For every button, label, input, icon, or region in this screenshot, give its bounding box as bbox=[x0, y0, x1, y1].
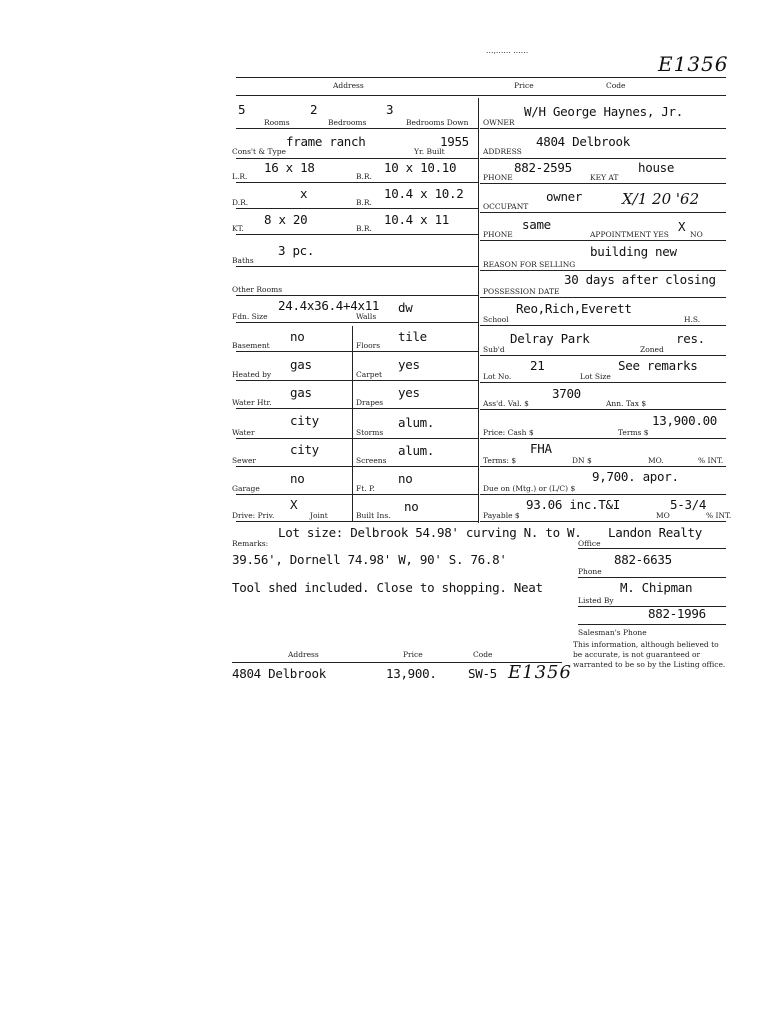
yr-built-value: 1955 bbox=[440, 134, 469, 149]
floors-value: tile bbox=[398, 329, 427, 344]
screens-value: alum. bbox=[398, 443, 435, 458]
fp-value: no bbox=[398, 471, 413, 486]
appointment-no: NO bbox=[690, 230, 703, 239]
phone-office-value: 882-6635 bbox=[614, 552, 672, 567]
basement-label: Basement bbox=[232, 341, 270, 350]
zoned-value: res. bbox=[676, 331, 705, 346]
address-label: ADDRESS bbox=[483, 147, 522, 156]
heated-value: gas bbox=[290, 357, 312, 372]
baths-label: Baths bbox=[232, 256, 254, 265]
drapes-label: Drapes bbox=[356, 398, 384, 407]
row-rule bbox=[480, 212, 726, 213]
row-rule bbox=[236, 494, 478, 495]
row-rule bbox=[236, 380, 478, 381]
school-value: Reo,Rich,Everett bbox=[516, 301, 632, 316]
address-value: 4804 Delbrook bbox=[536, 134, 630, 149]
dr-label: D.R. bbox=[232, 198, 249, 207]
payable-label: Payable $ bbox=[483, 511, 520, 520]
header-rule bbox=[236, 77, 726, 78]
row-rule bbox=[480, 128, 726, 129]
row-rule bbox=[236, 466, 478, 467]
zoned-label: Zoned bbox=[640, 345, 664, 354]
water-value: city bbox=[290, 413, 319, 428]
drive-label: Drive: Priv. bbox=[232, 511, 275, 520]
water-htr-value: gas bbox=[290, 385, 312, 400]
water-htr-label: Water Htr. bbox=[232, 398, 272, 407]
floors-label: Floors bbox=[356, 341, 381, 350]
row-rule bbox=[480, 183, 726, 184]
basement-value: no bbox=[290, 329, 305, 344]
row-rule bbox=[480, 521, 726, 522]
int-label: % INT. bbox=[698, 456, 724, 465]
row-rule bbox=[480, 494, 726, 495]
dr-value: x bbox=[300, 186, 308, 201]
br3-value: 10.4 x 11 bbox=[384, 212, 450, 227]
reason-value: building new bbox=[590, 244, 677, 259]
row-rule bbox=[480, 466, 726, 467]
fdn-label: Fdn. Size bbox=[232, 312, 268, 321]
hs-label: H.S. bbox=[684, 315, 701, 324]
subd-label: Sub'd bbox=[483, 345, 505, 354]
occupant-value: owner bbox=[546, 189, 583, 204]
terms-fha: FHA bbox=[530, 441, 552, 456]
phone-office-label: Phone bbox=[578, 567, 602, 576]
payable-rate: 5-3/4 bbox=[670, 497, 707, 512]
garage-label: Garage bbox=[232, 484, 260, 493]
payable-mo: MO bbox=[656, 511, 670, 520]
phone2-label: PHONE bbox=[483, 230, 513, 239]
row-rule bbox=[236, 266, 478, 267]
owner-value: W/H George Haynes, Jr. bbox=[524, 104, 683, 119]
appointment-label: APPOINTMENT YES bbox=[590, 230, 669, 239]
owner-label: OWNER bbox=[483, 118, 515, 127]
walls-label: Walls bbox=[356, 312, 377, 321]
footer-price-label: Price bbox=[403, 650, 423, 659]
row-rule bbox=[480, 382, 726, 383]
bedrooms-label: Bedrooms bbox=[328, 118, 367, 127]
listed-value: M. Chipman bbox=[620, 580, 693, 595]
row-rule bbox=[236, 208, 478, 209]
const-value: frame ranch bbox=[286, 134, 366, 149]
yr-built-label: Yr. Built bbox=[414, 147, 445, 156]
const-label: Cons't & Type bbox=[232, 147, 286, 156]
screens-label: Screens bbox=[356, 456, 387, 465]
row-rule bbox=[480, 409, 726, 410]
br2-value: 10.4 x 10.2 bbox=[384, 186, 464, 201]
bedrooms-down-value: 3 bbox=[386, 102, 394, 117]
heated-label: Heated by bbox=[232, 370, 272, 379]
row-rule bbox=[480, 355, 726, 356]
storms-label: Storms bbox=[356, 428, 384, 437]
lr-label: L.R. bbox=[232, 172, 248, 181]
key-at-value: house bbox=[638, 160, 675, 175]
assd-label: Ass'd. Val. $ bbox=[483, 399, 529, 408]
header-price-label: Price bbox=[514, 81, 534, 90]
rooms-label: Rooms bbox=[264, 118, 290, 127]
assd-value: 3700 bbox=[552, 386, 581, 401]
fdn-value: 24.4x36.4+4x11 bbox=[278, 298, 380, 313]
row-rule bbox=[480, 325, 726, 326]
remarks-line-3: Tool shed included. Close to shopping. Neat bbox=[232, 580, 543, 595]
row-rule bbox=[236, 322, 478, 323]
remarks-line-2: 39.56', Dornell 74.98' W, 90' S. 76.8' bbox=[232, 552, 507, 567]
row-rule bbox=[578, 577, 726, 578]
row-rule bbox=[236, 521, 478, 522]
mo-label: MO. bbox=[648, 456, 664, 465]
kt-value: 8 x 20 bbox=[264, 212, 308, 227]
ann-tax-label: Ann. Tax $ bbox=[606, 399, 647, 408]
terms2-label: Terms: $ bbox=[483, 456, 517, 465]
payable-int: % INT. bbox=[706, 511, 732, 520]
header-address-label: Address bbox=[333, 81, 364, 90]
br1-label: B.R. bbox=[356, 172, 372, 181]
due-label: Due on (Mtg.) or (L/C) $ bbox=[483, 484, 576, 493]
row-rule bbox=[480, 158, 726, 159]
reason-label: REASON FOR SELLING bbox=[483, 260, 576, 269]
terms-price: 13,900.00 bbox=[652, 413, 718, 428]
salesman-phone-label: Salesman's Phone bbox=[578, 628, 647, 637]
remarks-line-1: Lot size: Delbrook 54.98' curving N. to W. bbox=[278, 525, 582, 540]
key-at-label: KEY AT bbox=[590, 173, 619, 182]
appointment-value: X bbox=[678, 219, 686, 234]
sewer-label: Sewer bbox=[232, 456, 257, 465]
left-mid-divider bbox=[352, 326, 353, 522]
price-cash-label: Price: Cash $ bbox=[483, 428, 534, 437]
phone-value: 882-2595 bbox=[514, 160, 572, 175]
footer-code-value: SW-5 bbox=[468, 666, 497, 681]
baths-value: 3 pc. bbox=[278, 243, 315, 258]
due-value: 9,700. apor. bbox=[592, 469, 679, 484]
drive-value: X bbox=[290, 497, 298, 512]
br2-label: B.R. bbox=[356, 198, 372, 207]
office-value: Landon Realty bbox=[608, 525, 702, 540]
phone2-value: same bbox=[522, 217, 551, 232]
row-rule bbox=[236, 182, 478, 183]
possession-label: POSSESSION DATE bbox=[483, 287, 560, 296]
footer-price-value: 13,900. bbox=[386, 666, 437, 681]
lot-size-label: Lot Size bbox=[580, 372, 611, 381]
footer-address-label: Address bbox=[288, 650, 319, 659]
salesman-phone-value: 882-1996 bbox=[648, 606, 706, 621]
footer-code-label: Code bbox=[473, 650, 493, 659]
header-stamp: E1356 bbox=[658, 52, 729, 76]
phone-label: PHONE bbox=[483, 173, 513, 182]
subd-value: Delray Park bbox=[510, 331, 590, 346]
dn-label: DN $ bbox=[572, 456, 592, 465]
top-marks: …,…… …… bbox=[486, 46, 529, 55]
lot-no-label: Lot No. bbox=[483, 372, 512, 381]
sewer-value: city bbox=[290, 442, 319, 457]
remarks-label: Remarks: bbox=[232, 539, 269, 548]
column-divider bbox=[478, 98, 479, 523]
bedrooms-value: 2 bbox=[310, 102, 318, 117]
lr-value: 16 x 18 bbox=[264, 160, 315, 175]
row-rule bbox=[236, 158, 478, 159]
school-label: School bbox=[483, 315, 509, 324]
carpet-label: Carpet bbox=[356, 370, 383, 379]
walls-value: dw bbox=[398, 300, 413, 315]
payable-value: 93.06 inc.T&I bbox=[526, 497, 620, 512]
header-rule-2 bbox=[236, 95, 726, 96]
water-label: Water bbox=[232, 428, 255, 437]
possession-value: 30 days after closing bbox=[564, 272, 716, 287]
row-rule bbox=[578, 624, 726, 625]
listing-card bbox=[228, 40, 733, 690]
kt-label: KT. bbox=[232, 224, 244, 233]
office-label: Office bbox=[578, 539, 601, 548]
row-rule bbox=[236, 295, 478, 296]
carpet-value: yes bbox=[398, 357, 420, 372]
lot-no-value: 21 bbox=[530, 358, 545, 373]
footer-stamp: E1356 bbox=[508, 662, 572, 683]
terms-label: Terms $ bbox=[618, 428, 649, 437]
built-ins-label: Built Ins. bbox=[356, 511, 391, 520]
row-rule bbox=[480, 240, 726, 241]
storms-value: alum. bbox=[398, 415, 435, 430]
joint-label: Joint bbox=[310, 511, 328, 520]
row-rule bbox=[236, 351, 478, 352]
br1-value: 10 x 10.10 bbox=[384, 160, 457, 175]
rooms-value: 5 bbox=[238, 102, 246, 117]
garage-value: no bbox=[290, 471, 305, 486]
drapes-value: yes bbox=[398, 385, 420, 400]
occupant-label: OCCUPANT bbox=[483, 202, 529, 211]
row-rule bbox=[480, 270, 726, 271]
footer-address-value: 4804 Delbrook bbox=[232, 666, 326, 681]
row-rule bbox=[578, 548, 726, 549]
header-code-label: Code bbox=[606, 81, 626, 90]
bedrooms-down-label: Bedrooms Down bbox=[406, 118, 469, 127]
disclaimer: This information, although believed to be accurate, is not guaranteed or warranted to be so by the Listing office. bbox=[573, 640, 726, 669]
built-ins-value: no bbox=[404, 499, 419, 514]
row-rule bbox=[236, 408, 478, 409]
row-rule bbox=[236, 438, 478, 439]
row-rule bbox=[236, 128, 478, 129]
listed-label: Listed By bbox=[578, 596, 614, 605]
row-rule bbox=[236, 234, 478, 235]
br3-label: B.R. bbox=[356, 224, 372, 233]
row-rule bbox=[480, 438, 726, 439]
row-rule bbox=[480, 297, 726, 298]
occupant-date: X/1 20 '62 bbox=[622, 190, 700, 208]
other-rooms-label: Other Rooms bbox=[232, 285, 283, 294]
lot-size-value: See remarks bbox=[618, 358, 698, 373]
fp-label: Ft. P. bbox=[356, 484, 375, 493]
